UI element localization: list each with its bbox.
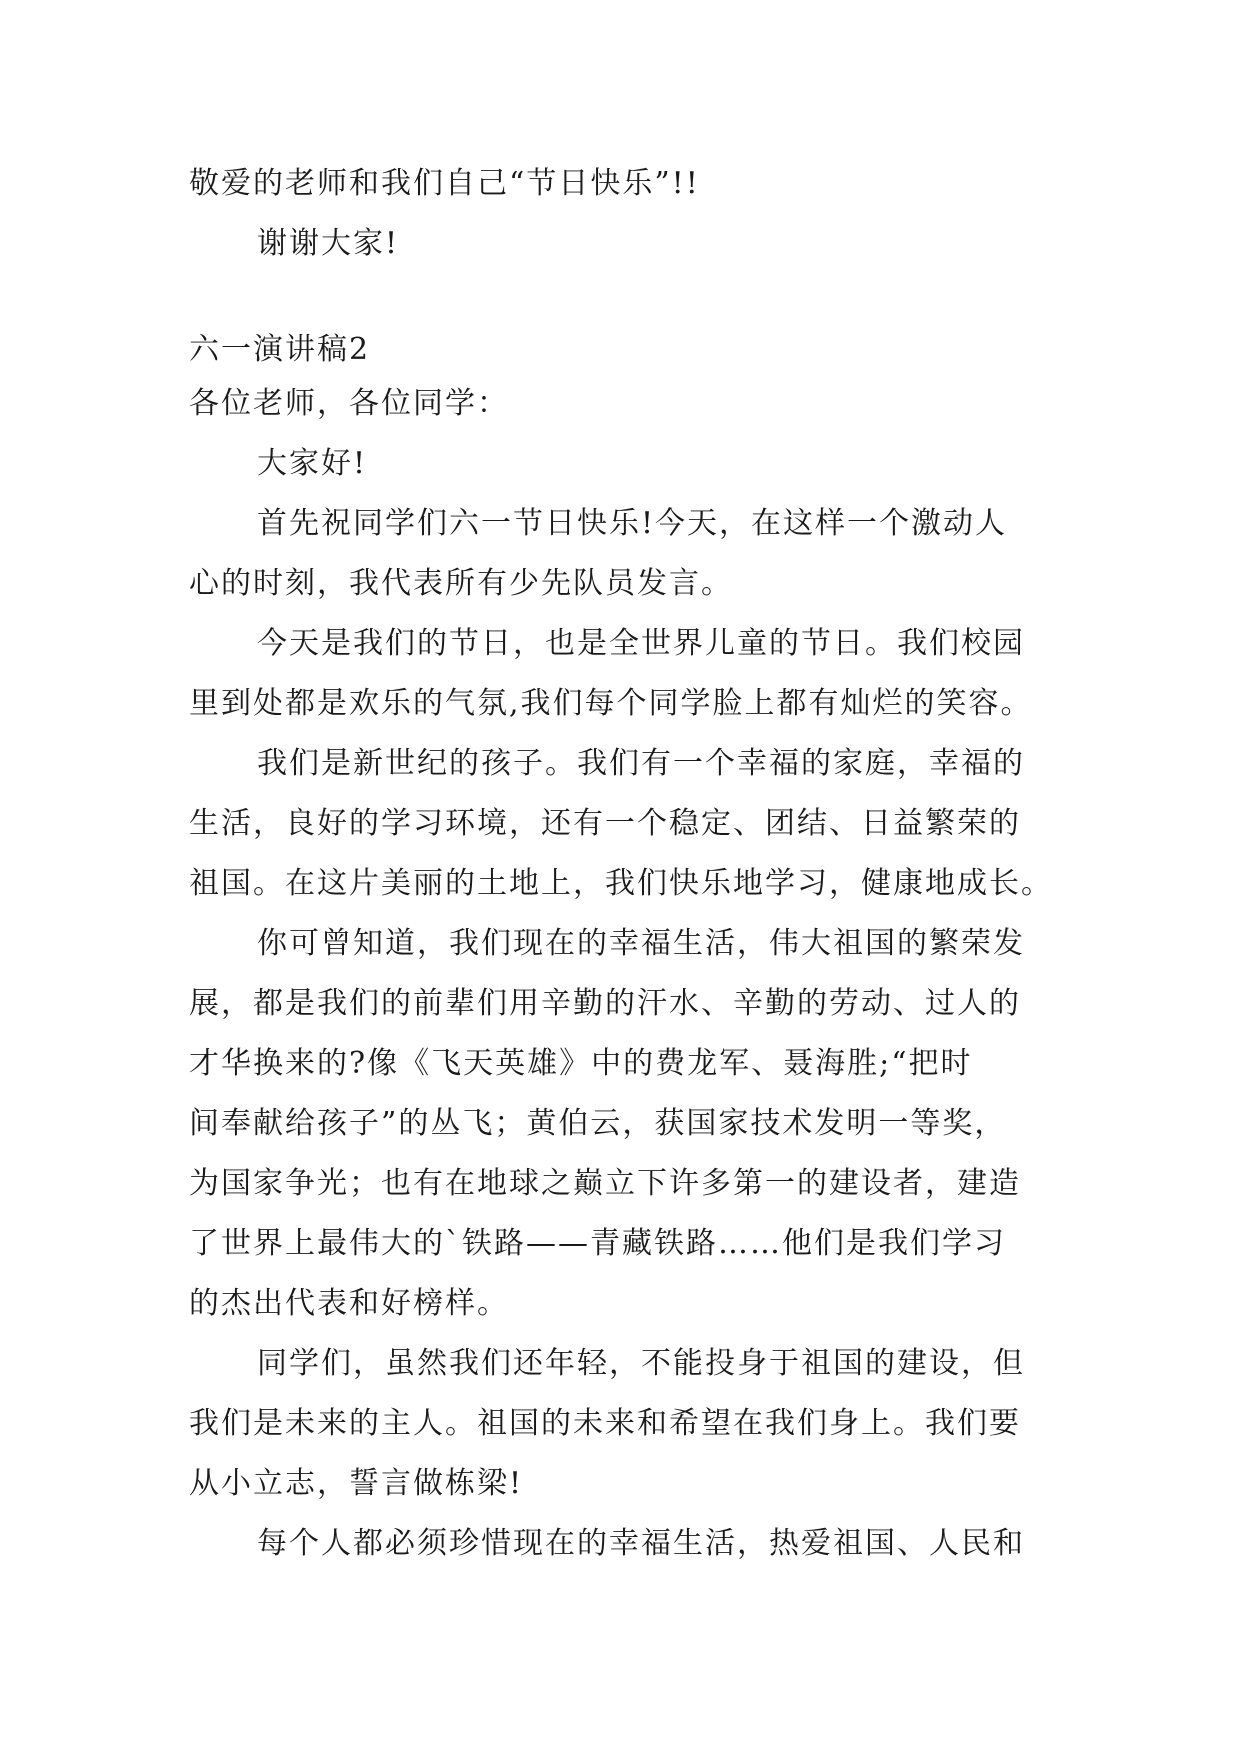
document-body [189, 154, 1059, 1574]
paragraph-line: 里到处都是欢乐的气氛,我们每个同学脸上都有灿烂的笑容。 [189, 686, 1033, 721]
paragraph-3 [189, 614, 1059, 734]
paragraph-line: 每个人都必须珍惜现在的幸福生活，热爱祖国、人民和 [257, 1526, 1025, 1561]
paragraph-5 [189, 914, 1059, 1334]
paragraph-line: 展，都是我们的前辈们用辛勤的汗水、辛勤的劳动、过人的 [189, 986, 1021, 1021]
speech-title: 六一演讲稿2 [189, 332, 371, 367]
salutation: 各位老师，各位同学： [189, 386, 509, 421]
paragraph-line: 了世界上最伟大的`铁路——青藏铁路……他们是我们学习 [189, 1226, 1006, 1261]
paragraph-6 [189, 1334, 1059, 1514]
paragraph-line: 才华换来的?像《飞天英雄》中的费龙军、聂海胜;“把时 [189, 1046, 973, 1081]
paragraph-1 [189, 434, 1059, 494]
paragraph-line: 今天是我们的节日，也是全世界儿童的节日。我们校园 [257, 626, 1025, 661]
paragraph-line: 心的时刻，我代表所有少先队员发言。 [189, 566, 733, 601]
prev-ending-line-1: 敬爱的老师和我们自己“节日快乐”!! [189, 166, 700, 201]
paragraph-line: 为国家争光；也有在地球之巅立下许多第一的建设者，建造 [189, 1166, 1021, 1201]
paragraph-line: 同学们，虽然我们还年轻，不能投身于祖国的建设，但 [257, 1346, 1025, 1381]
paragraph-line: 的杰出代表和好榜样。 [189, 1286, 509, 1321]
paragraph-4 [189, 734, 1059, 914]
paragraph-line: 生活，良好的学习环境，还有一个稳定、团结、日益繁荣的 [189, 806, 1021, 841]
paragraph-line: 首先祝同学们六一节日快乐!今天，在这样一个激动人 [257, 506, 1008, 541]
paragraph-line: 间奉献给孩子”的丛飞；黄伯云，获国家技术发明一等奖， [189, 1106, 1007, 1141]
paragraph-line: 祖国。在这片美丽的土地上，我们快乐地学习，健康地成长。 [189, 866, 1053, 901]
paragraph-2 [189, 494, 1059, 614]
paragraph-line: 从小立志，誓言做栋梁! [189, 1466, 524, 1501]
paragraph-line: 你可曾知道，我们现在的幸福生活，伟大祖国的繁荣发 [257, 926, 1025, 961]
paragraph-line: 大家好! [257, 446, 368, 481]
paragraph-7 [189, 1514, 1059, 1574]
paragraph-line: 我们是未来的主人。祖国的未来和希望在我们身上。我们要 [189, 1406, 1021, 1441]
paragraph-line: 我们是新世纪的孩子。我们有一个幸福的家庭，幸福的 [257, 746, 1025, 781]
prev-ending-line-2: 谢谢大家! [257, 226, 400, 261]
